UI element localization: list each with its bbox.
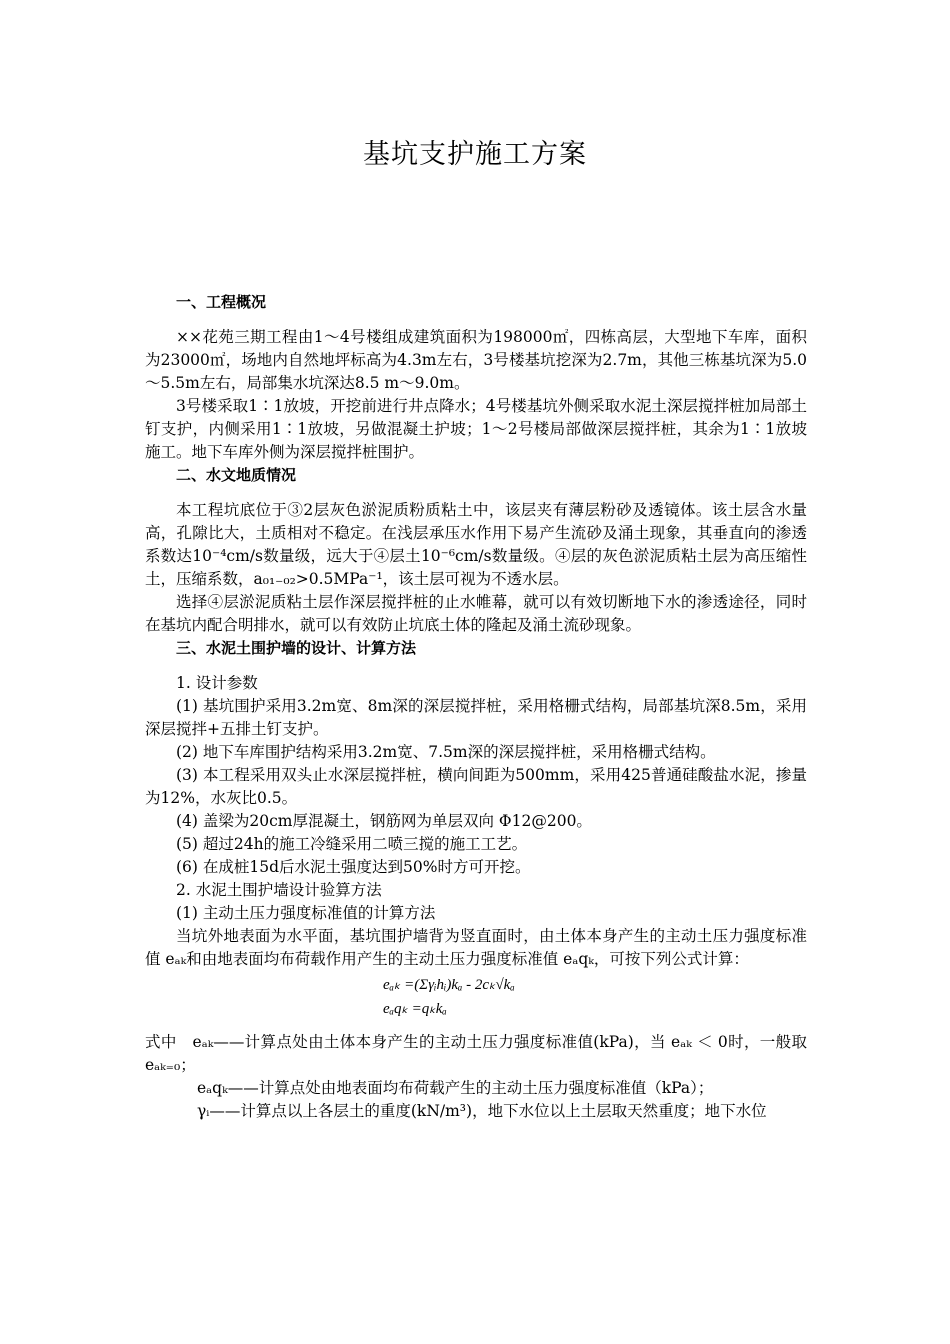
definition: eₐqₖ——计算点处由地表面均布荷载产生的主动土压力强度标准值（kPa）； [197,1079,714,1097]
subheading: 1. 设计参数 [176,674,258,692]
list-item: (6) 在成桩15d后水泥土强度达到50%时方可开挖。 [176,858,531,876]
formula-block [383,973,807,1021]
definition: 式中 eₐₖ——计算点处由土体本身产生的主动土压力强度标准值(kPa)，当 eₐₖ ＜ 0时，一般取 eₐₖ₌₀； [145,1033,807,1074]
list-item: (4) 盖梁为20cm厚混凝土，钢筋网为单层双向 Φ12@200。 [176,812,592,830]
list-item: (2) 地下车库围护结构采用3.2m宽、7.5m深的深层搅拌桩，采用格栅式结构。 [176,743,716,761]
section-heading-2: 二、水文地质情况 [176,466,297,484]
definition: γᵢ——计算点以上各层土的重度(kN/m³)，地下水位以上土层取天然重度；地下水位 [197,1102,767,1120]
paragraph: 本工程坑底位于③2层灰色淤泥质粉质粘土中，该层夹有薄层粉砂及透镜体。该土层含水量高，孔隙比大，土质相对不稳定。在浅层承压水作用下易产生流砂及涌土现象，其垂直向的渗透系数达10⁻⁴cm/s数量级，远大于④层土10⁻⁶cm/s数量级。④层的灰色淤泥质粘土层为高压缩性土，压缩系数，a₀₁₋₀₂>0.5MPa⁻¹，该土层可视为不透水层。 [145,501,807,588]
section-heading-1: 一、工程概况 [176,293,267,311]
formula-1: eₐₖ =(Σγᵢhᵢ)kₐ - 2cₖ√kₐ [383,977,515,993]
paragraph: 选择④层淤泥质粘土层作深层搅拌桩的止水帷幕，就可以有效切断地下水的渗透途径，同时在基坑内配合明排水，就可以有效防止坑底土体的隆起及涌土流砂现象。 [145,593,807,634]
paragraph: 3号楼采取1∶1放坡，开挖前进行井点降水；4号楼基坑外侧采取水泥土深层搅拌桩加局部土钉支护，内侧采用1∶1放坡，另做混凝土护坡；1～2号楼局部做深层搅拌桩，其余为1∶1放坡施工。地下车库外侧为深层搅拌桩围护。 [145,397,807,461]
subheading: 2. 水泥土围护墙设计验算方法 [176,881,382,899]
paragraph: ××花苑三期工程由1～4号楼组成建筑面积为198000㎡，四栋高层，大型地下车库，面积为23000㎡，场地内自然地坪标高为4.3m左右，3号楼基坑挖深为2.7m，其他三栋基坑深为5.0～5.5m左右，局部集水坑深达8.5 m～9.0m。 [145,328,807,392]
list-item: (1) 基坑围护采用3.2m宽、8m深的深层搅拌桩，采用格栅式结构，局部基坑深8.5m，采用深层搅拌+五排土钉支护。 [145,697,807,738]
list-item: (3) 本工程采用双头止水深层搅拌桩，横向间距为500mm，采用425普通硅酸盐水泥，掺量为12%，水灰比0.5。 [145,766,807,807]
list-item: (5) 超过24h的施工冷缝采用二喷三搅的施工工艺。 [176,835,528,853]
formula-2: eₐqₖ =qₖkₐ [383,1001,447,1017]
document-title: 基坑支护施工方案 [363,139,587,170]
document-body [145,291,807,1123]
paragraph: 当坑外地表面为水平面，基坑围护墙背为竖直面时，由土体本身产生的主动土压力强度标准值 eₐₖ和由地表面均布荷载作用产生的主动土压力强度标准值 eₐqₖ，可按下列公式计算： [145,927,807,968]
subheading: (1) 主动土压力强度标准值的计算方法 [176,904,436,922]
section-heading-3: 三、水泥土围护墙的设计、计算方法 [176,639,417,657]
